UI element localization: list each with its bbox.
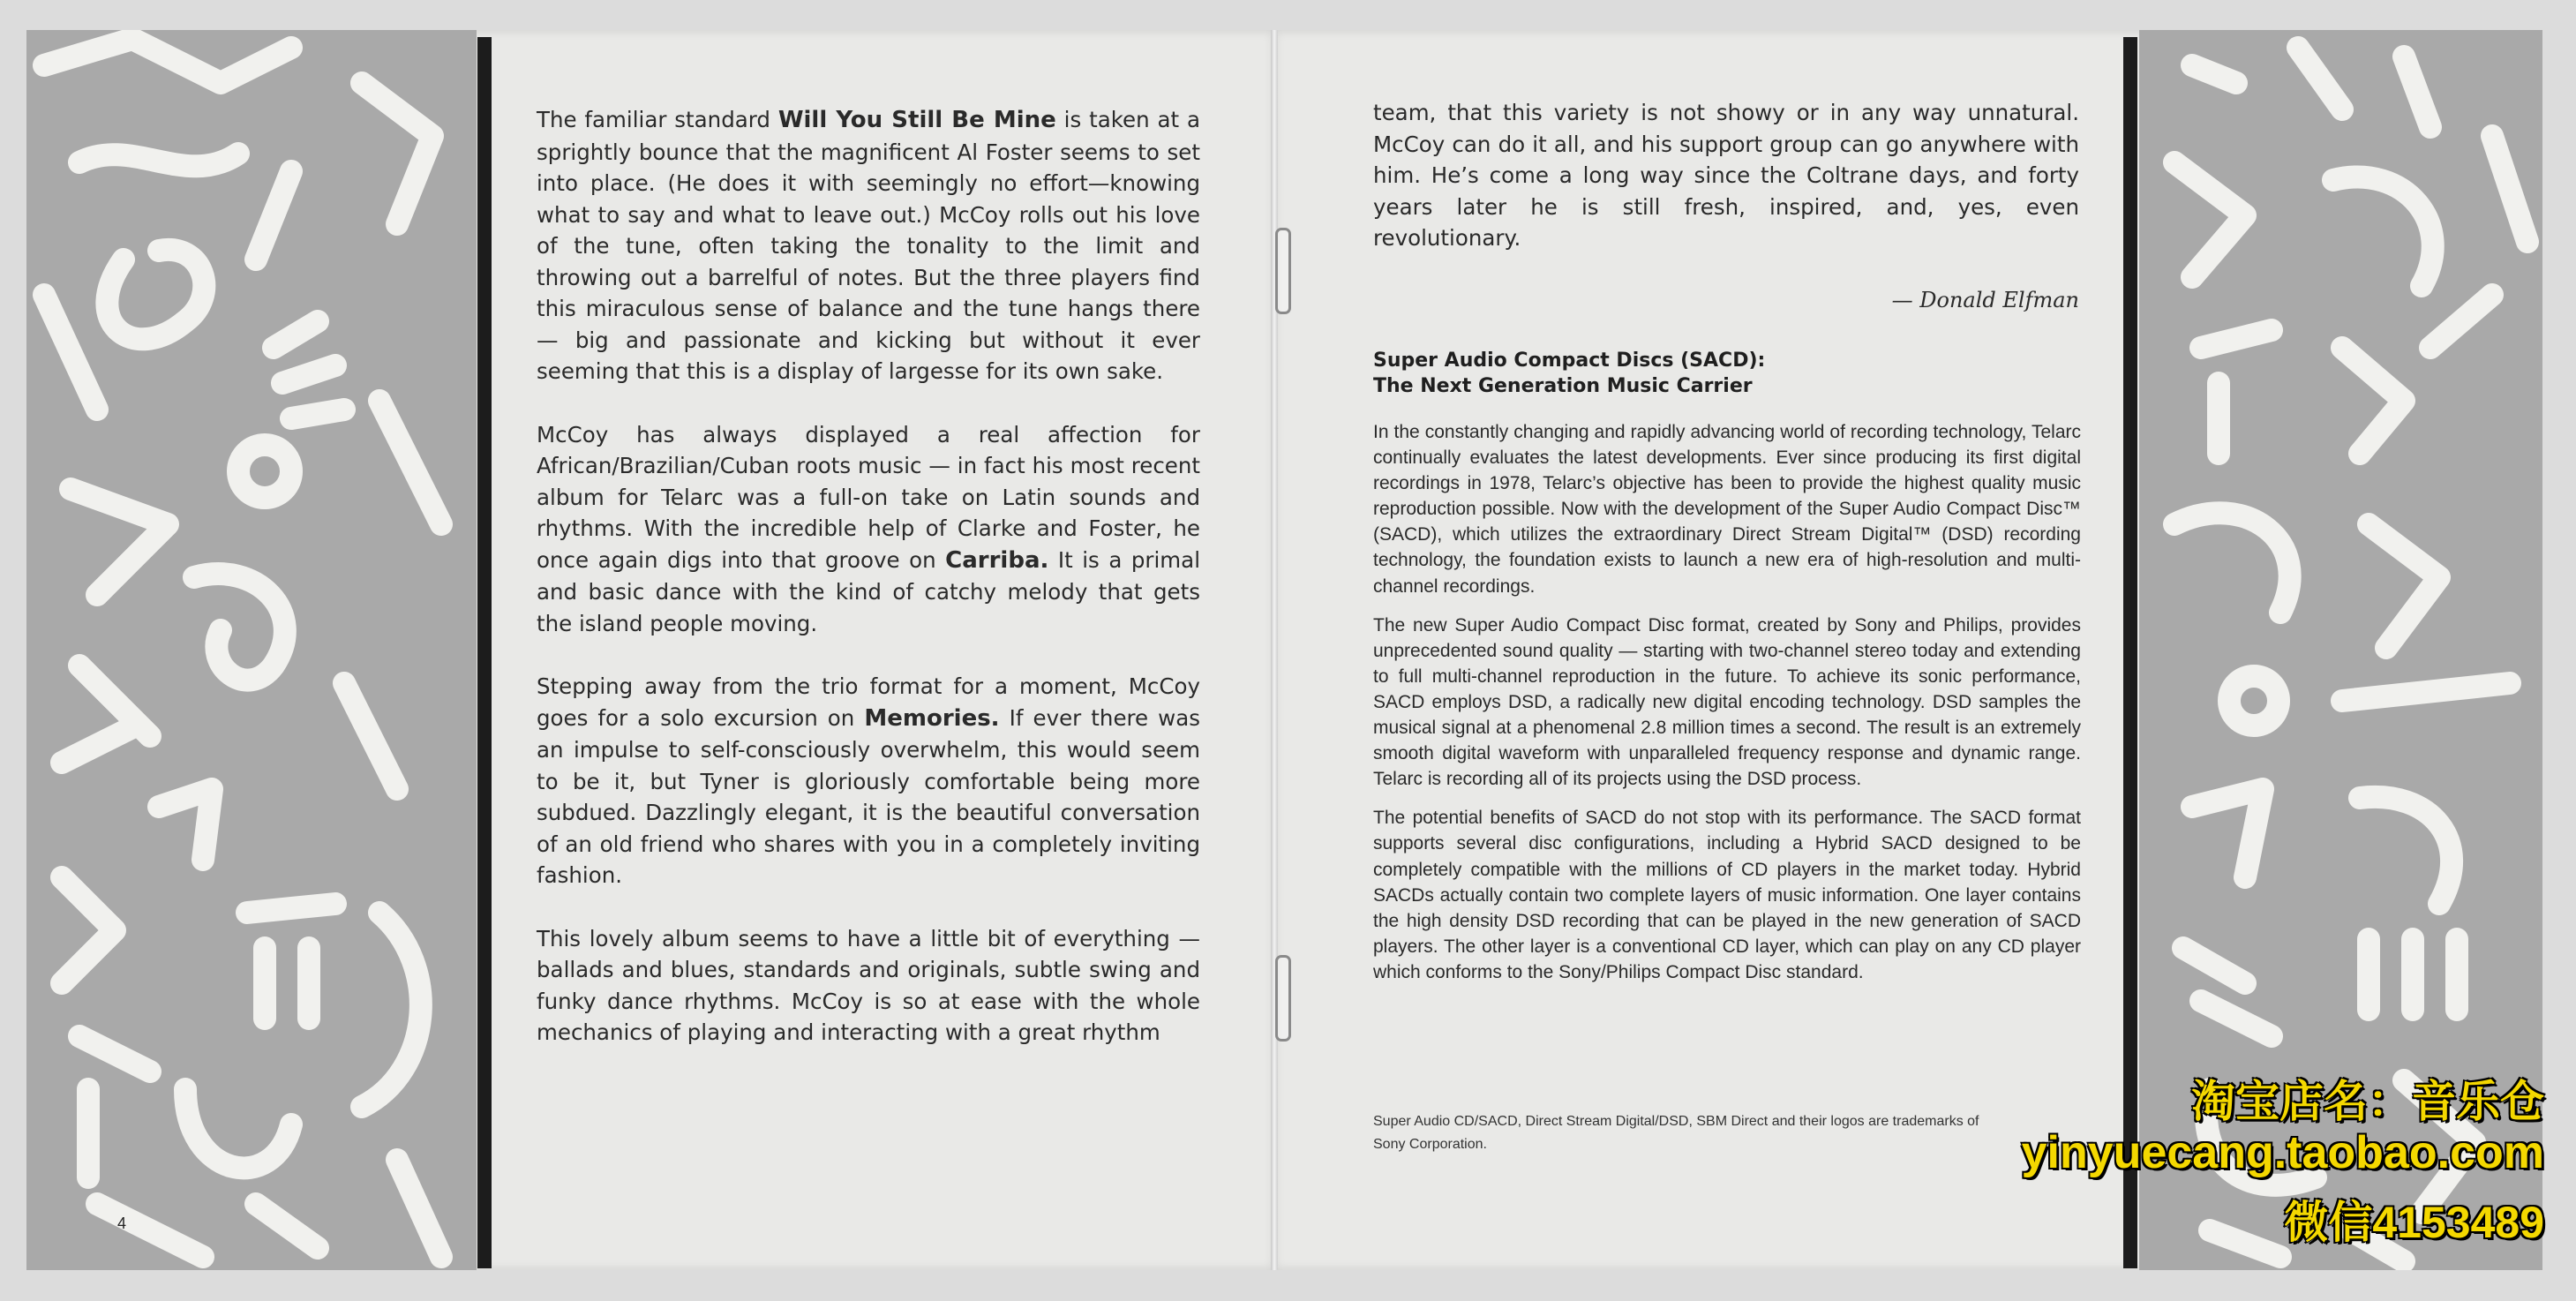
left-text-column <box>537 104 1200 1080</box>
paragraph-text: This lovely album seems to have a little bit of everything — ballads and blues, standards and originals, subtle swing and funky dance rhythms. McCoy is so at ease with the whole mechanics of playing and interacting with a great rhythm <box>537 925 1200 1045</box>
continuation-paragraph: team, that this variety is not showy or in any way unnatural. McCoy can do it all, and his support group can go anywhere with him. He’s come a long way since the Coltrane days, and forty years later he is still fresh, inspired, and, yes, even revolutionary. <box>1373 100 2079 251</box>
sacd-body <box>1373 419 2081 998</box>
trademark-line2: Sony Corporation. <box>1373 1137 1487 1152</box>
staple-top <box>1275 228 1291 314</box>
page-number: 4 <box>117 1215 127 1232</box>
booklet-spine <box>1271 30 1278 1270</box>
sacd-paragraph: In the constantly changing and rapidly advancing world of recording technology, Telarc continually evaluates the latest developments. Ever since producing its first digital recordings in 1978, Telarc’s objective has been to provide the highest quality music reproduction possible. Now with the development of the Super Audio Compact Disc™ (SACD), which utilizes the extraordinary Direct Stream Digital™ (DSD) recording technology, the foundation exists to launch a new era of high-resolution and multi-channel recordings. <box>1373 422 2081 597</box>
paragraph-text: It is a primal and basic dance with the kind of catchy melody that gets the island people moving. <box>537 546 1200 636</box>
left-black-bar <box>477 37 492 1268</box>
right-continuation-text <box>1373 97 2079 254</box>
author-signature: — Donald Elfman <box>1891 288 2079 312</box>
sacd-heading-line2: The Next Generation Music Carrier <box>1373 375 1753 397</box>
track-title: Memories. <box>864 704 1000 732</box>
paragraph-text: If ever there was an impulse to self-consciously overwhelm, this would seem to be it, but Tyner is gloriously comfortable being more subdued. Dazzlingly elegant, it is the beautiful conversation of an old friend who shares with you in a completely inviting fashion. <box>537 704 1200 888</box>
paragraph-will-you-still-be-mine <box>537 104 1200 387</box>
track-title: Carriba. <box>945 546 1049 574</box>
staple-bottom <box>1275 955 1291 1042</box>
left-brush-pattern <box>26 30 477 1270</box>
trademark-notice <box>1373 1110 2070 1156</box>
left-decorative-band <box>26 30 477 1270</box>
paragraph-text: McCoy has always displayed a real affection for African/Brazilian/Cuban roots music — in fact his most recent album for Telarc was a full-on take on Latin sounds and rhythms. With the incredible help of Clarke and Foster, he once again digs into that groove on <box>537 421 1200 573</box>
track-title: Will You Still Be Mine <box>777 107 1056 133</box>
sacd-paragraph: The new Super Audio Compact Disc format, created by Sony and Philips, provides unprecedented sound quality — starting with two-channel stereo today and extending to full multi-channel reproduction in the future. To achieve its sonic performance, SACD employs DSD, a radically new digital encoding technology. DSD samples the musical signal at a phenomenal 2.8 million times a second. The result is an extremely smooth digital waveform with unparalleled frequency response and dynamic range. Telarc is recording all of its projects using the DSD process. <box>1373 614 2081 790</box>
paragraph-lovely-album <box>537 923 1200 1049</box>
right-black-bar <box>2123 37 2137 1268</box>
sacd-heading-line1: Super Audio Compact Discs (SACD): <box>1373 350 1766 372</box>
trademark-line1: Super Audio CD/SACD, Direct Stream Digital/DSD, SBM Direct and their logos are trademarks of <box>1373 1114 1979 1129</box>
paragraph-text: Stepping away from the trio format for a moment, McCoy goes for a solo excursion on <box>537 673 1200 731</box>
sacd-heading <box>1373 348 2079 399</box>
paragraph-text: is taken at a sprightly bounce that the magnificent Al Foster seems to set into place. (He does it with seemingly no effort—knowing what to say and what to leave out.) McCoy rolls out his love of the tune, often taking the tonality to the limit and throwing out a barrelful of notes. But the three players find this miraculous sense of balance and the tune hangs there — big and passionate and kicking but without it ever seeming that this is a display of largesse for its own sake. <box>537 107 1200 384</box>
sacd-paragraph: The potential benefits of SACD do not stop with its performance. The SACD format supports several disc configurations, including a Hybrid SACD designed to be completely compatible with the millions of CD players in the market today. Hybrid SACDs actually contain two complete layers of music information. One layer contains the high density DSD recording that can be played in the new generation of SACD players. The other layer is a conventional CD layer, which can play on any CD player which conforms to the Sony/Philips Compact Disc standard. <box>1373 808 2081 982</box>
paragraph-memories <box>537 671 1200 891</box>
watermark-shop-name: 淘宝店名：音乐仓 <box>2191 1077 2544 1126</box>
watermark-shop-url: yinyuecang.taobao.com <box>2021 1127 2544 1178</box>
watermark-wechat: 微信4153489 <box>2284 1198 2544 1247</box>
paragraph-text: The familiar standard <box>537 107 778 132</box>
paragraph-carriba <box>537 419 1200 640</box>
